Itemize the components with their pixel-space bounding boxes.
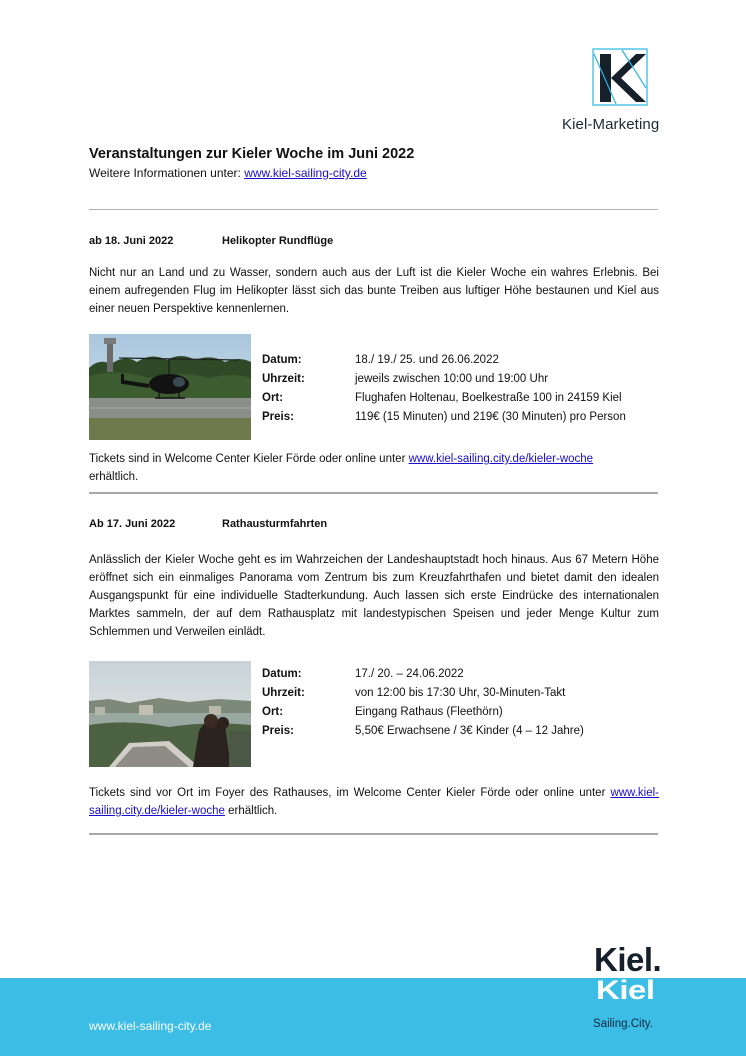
logo-wordmark: Kiel-Marketing bbox=[562, 116, 660, 133]
detail-label: Ort: bbox=[262, 392, 284, 404]
page-title: Veranstaltungen zur Kieler Woche im Juni 2022 bbox=[89, 146, 415, 162]
tickets-suffix: erhältlich. bbox=[224, 805, 278, 817]
detail-value: 119€ (15 Minuten) und 219€ (30 Minuten) pro Person bbox=[355, 411, 626, 423]
detail-value: jeweils zwischen 10:00 und 19:00 Uhr bbox=[355, 373, 549, 385]
subtitle-prefix: Weitere Informationen unter: bbox=[89, 166, 245, 180]
tickets-link[interactable]: www.kiel-sailing.city.de/kieler-woche bbox=[408, 453, 594, 465]
detail-label: Preis: bbox=[262, 725, 294, 737]
tickets-prefix: Tickets sind vor Ort im Foyer des Rathauses, im Welcome Center Kieler Förde oder online unter bbox=[89, 787, 611, 799]
detail-label: Preis: bbox=[262, 411, 294, 423]
detail-value: von 12:00 bis 17:30 Uhr, 30-Minuten-Takt bbox=[355, 687, 566, 699]
helicopter-photo bbox=[89, 334, 251, 440]
footer-tagline: Sailing.City. bbox=[593, 1018, 653, 1030]
kiel-marketing-logo-icon bbox=[592, 48, 648, 106]
detail-label: Datum: bbox=[262, 668, 302, 680]
detail-value: Eingang Rathaus (Fleethörn) bbox=[355, 706, 503, 718]
detail-label: Ort: bbox=[262, 706, 284, 718]
town-hall-tower-photo bbox=[89, 661, 251, 767]
detail-label: Uhrzeit: bbox=[262, 373, 305, 385]
event-2-date: Ab 17. Juni 2022 bbox=[89, 518, 176, 530]
event-2-name: Rathausturmfahrten bbox=[222, 518, 328, 530]
event-2-tickets bbox=[89, 784, 659, 820]
event-1-date: ab 18. Juni 2022 bbox=[89, 235, 174, 247]
kiel-logo-word: Kiel. bbox=[594, 941, 662, 978]
detail-value: 17./ 20. – 24.06.2022 bbox=[355, 668, 464, 680]
detail-value: Flughafen Holtenau, Boelkestraße 100 in 24159 Kiel bbox=[355, 392, 622, 404]
page-subtitle bbox=[89, 166, 367, 180]
divider bbox=[89, 833, 658, 835]
tickets-link[interactable]: www.kiel-sailing.city.de/kieler-woche bbox=[89, 787, 659, 817]
detail-value: 5,50€ Erwachsene / 3€ Kinder (4 – 12 Jahre) bbox=[355, 725, 584, 737]
tickets-suffix: erhältlich. bbox=[89, 471, 139, 483]
footer-url: www.kiel-sailing-city.de bbox=[89, 1019, 212, 1033]
detail-label: Uhrzeit: bbox=[262, 687, 305, 699]
tickets-prefix: Tickets sind in Welcome Center Kieler Förde oder online unter bbox=[89, 453, 409, 465]
kiel-logo-mirror: Kiel bbox=[596, 974, 655, 1005]
divider bbox=[89, 492, 658, 494]
detail-value: 18./ 19./ 25. und 26.06.2022 bbox=[355, 354, 499, 366]
event-1-tickets bbox=[89, 450, 659, 486]
event-1-description: Nicht nur an Land und zu Wasser, sondern auch aus der Luft ist die Kieler Woche ein wahres Erlebnis. Bei einem aufregenden Flug im Helikopter lässt sich das bunte Treiben aus luftiger Höhe bestaunen und Kiel aus einer neuen Perspektive kennenlernen. bbox=[89, 267, 659, 315]
event-1-name: Helikopter Rundflüge bbox=[222, 235, 334, 247]
event-2-description: Anlässlich der Kieler Woche geht es im Wahrzeichen der Landeshauptstadt hoch hinaus. Aus 67 Metern Höhe eröffnet sich ein einmaliges Panorama vom Zentrum bis zum Kreuzfahrthafen und bietet damit den idealen Ausgangspunkt für eine individuelle Stadterkundung. Auch lassen sich erste Eindrücke des internationalen Marktes sammeln, der auf dem Rathausplatz mit landestypischen Speisen und jeder Menge Kultur zum Schlemmen und Verweilen einlädt. bbox=[89, 554, 659, 638]
divider bbox=[89, 209, 658, 210]
subtitle-link[interactable]: www.kiel-sailing-city.de bbox=[244, 166, 367, 180]
detail-label: Datum: bbox=[262, 354, 302, 366]
